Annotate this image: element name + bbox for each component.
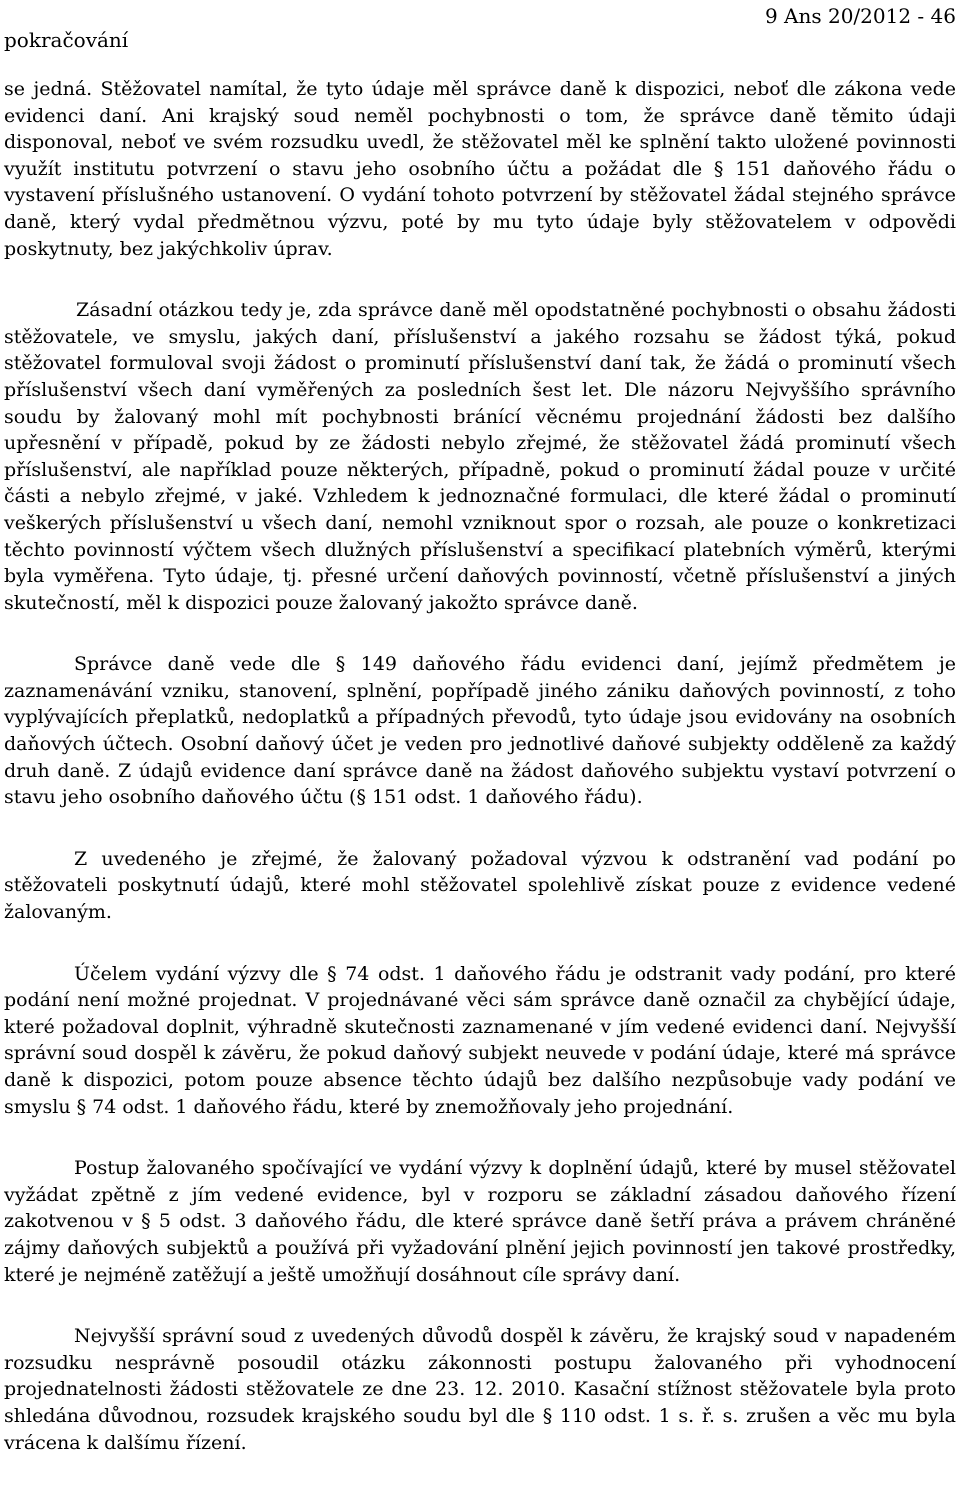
document-page <box>4 0 956 1456</box>
paragraph-purpose-of-notice: Účelem vydání výzvy dle § 74 odst. 1 daňového řádu je odstranit vady podání, pro které podání není možné projednat. V projednávané věci sám správce daně označil za chybějící údaje, které požadoval doplnit, výhradně skutečnosti zaznamenané v jím vedené evidenci daní. Nejvyšší správní soud dospěl k závěru, že pokud daňový subjekt neuvede v podání údaje, které má správce daně k dispozici, potom pouze absence těchto údajů bez dalšího nezpůsobuje vady podání ve smyslu § 74 odst. 1 daňového řádu, které by znemožňovaly jeho projednání. <box>4 962 956 1118</box>
paragraph-continuation: se jedná. Stěžovatel namítal, že tyto údaje měl správce daně k dispozici, neboť dle zákona vede evidenci daní. Ani krajský soud neměl pochybnosti o tom, že správce daně těmito údaji disponoval, neboť ve svém rozsudku uvedl, že stěžovatel měl ke splnění takto uložené povinnosti využít institutu potvrzení o stavu jeho osobního účtu a požádat dle § 151 daňového řádu o vystavení příslušného ustanovení. O vydání tohoto potvrzení by stěžovatel žádal stejného správce daně, který vydal předmětnou výzvu, poté by mu tyto údaje byly stěžovatelem v odpovědi poskytnuty, bez jakýchkoliv úprav. <box>4 78 956 260</box>
paragraph-conclusion-evidence: Z uvedeného je zřejmé, že žalovaný požadoval výzvou k odstranění vad podání po stěžovateli poskytnutí údajů, které mohl stěžovatel spolehlivě získat pouze z evidence vedené žalovaným. <box>4 847 956 924</box>
page-header <box>4 0 956 62</box>
continuation-label: pokračování <box>4 28 129 52</box>
case-number: 9 Ans 20/2012 - 46 <box>764 4 956 28</box>
paragraph-procedure-principle: Postup žalovaného spočívající ve vydání výzvy k doplnění údajů, které by musel stěžovatel vyžádat zpětně z jím vedené evidence, byl v rozporu se základní zásadou daňového řízení zakotvenou v § 5 odst. 3 daňového řádu, dle které správce daně šetří práva a právem chráněné zájmy daňových subjektů a používá při vyžadování plnění jejich povinností jen takové prostředky, které je nejméně zatěžují a ještě umožňují dosáhnout cíle správy daní. <box>4 1157 956 1286</box>
paragraph-verdict: Nejvyšší správní soud z uvedených důvodů dospěl k závěru, že krajský soud v napadeném rozsudku nesprávně posoudil otázku zákonnosti postupu žalovaného při vyhodnocení projednatelnosti žádosti stěžovatele ze dne 23. 12. 2010. Kasační stížnost stěžovatele byla proto shledána důvodnou, rozsudek krajského soudu byl dle § 110 odst. 1 s. ř. s. zrušen a věc mu byla vrácena k dalšímu řízení. <box>4 1325 956 1454</box>
paragraph-tax-records: Správce daně vede dle § 149 daňového řádu evidenci daní, jejímž předmětem je zaznamenávání vzniku, stanovení, splnění, popřípadě jiného zániku daňových povinností, z toho vyplývajících přeplatků, nedoplatků a případných převodů, tyto údaje jsou evidovány na osobních daňových účtech. Osobní daňový účet je veden pro jednotlivé daňové subjekty odděleně za každý druh daně. Z údajů evidence daní správce daně na žádost daňového subjektu vystaví potvrzení o stavu jeho osobního daňového účtu (§ 151 odst. 1 daňového řádu). <box>4 653 956 809</box>
paragraph-key-question: Zásadní otázkou tedy je, zda správce daně měl opodstatněné pochybnosti o obsahu žádosti stěžovatele, ve smyslu, jakých daní, příslušenství a jakého rozsahu se žádost týká, pokud stěžovatel formuloval svoji žádost o prominutí příslušenství daní tak, že žádá o prominutí všech příslušenství všech daní vyměřených za posledních šest let. Dle názoru Nejvyššího správního soudu by žalovaný mohl mít pochybnosti bránící věcnému projednání žádosti bez dalšího upřesnění v případě, pokud by ze žádosti nebylo zřejmé, že stěžovatel žádá prominutí všech příslušenství, ale například pouze některých, případně, pokud o prominutí žádal pouze v určité části a nebylo zřejmé, v jaké. Vzhledem k jednoznačné formulaci, dle které žádal o prominutí veškerých příslušenství u všech daní, nemohl vzniknout spor o rozsah, ale pouze o konkretizaci těchto povinností výčtem všech dlužných příslušenství a specifikací platebních výměrů, kterými byla vyměřena. Tyto údaje, tj. přesné určení daňových povinností, včetně příslušenství a jiných skutečností, měl k dispozici pouze žalovaný jakožto správce daně. <box>4 299 956 614</box>
